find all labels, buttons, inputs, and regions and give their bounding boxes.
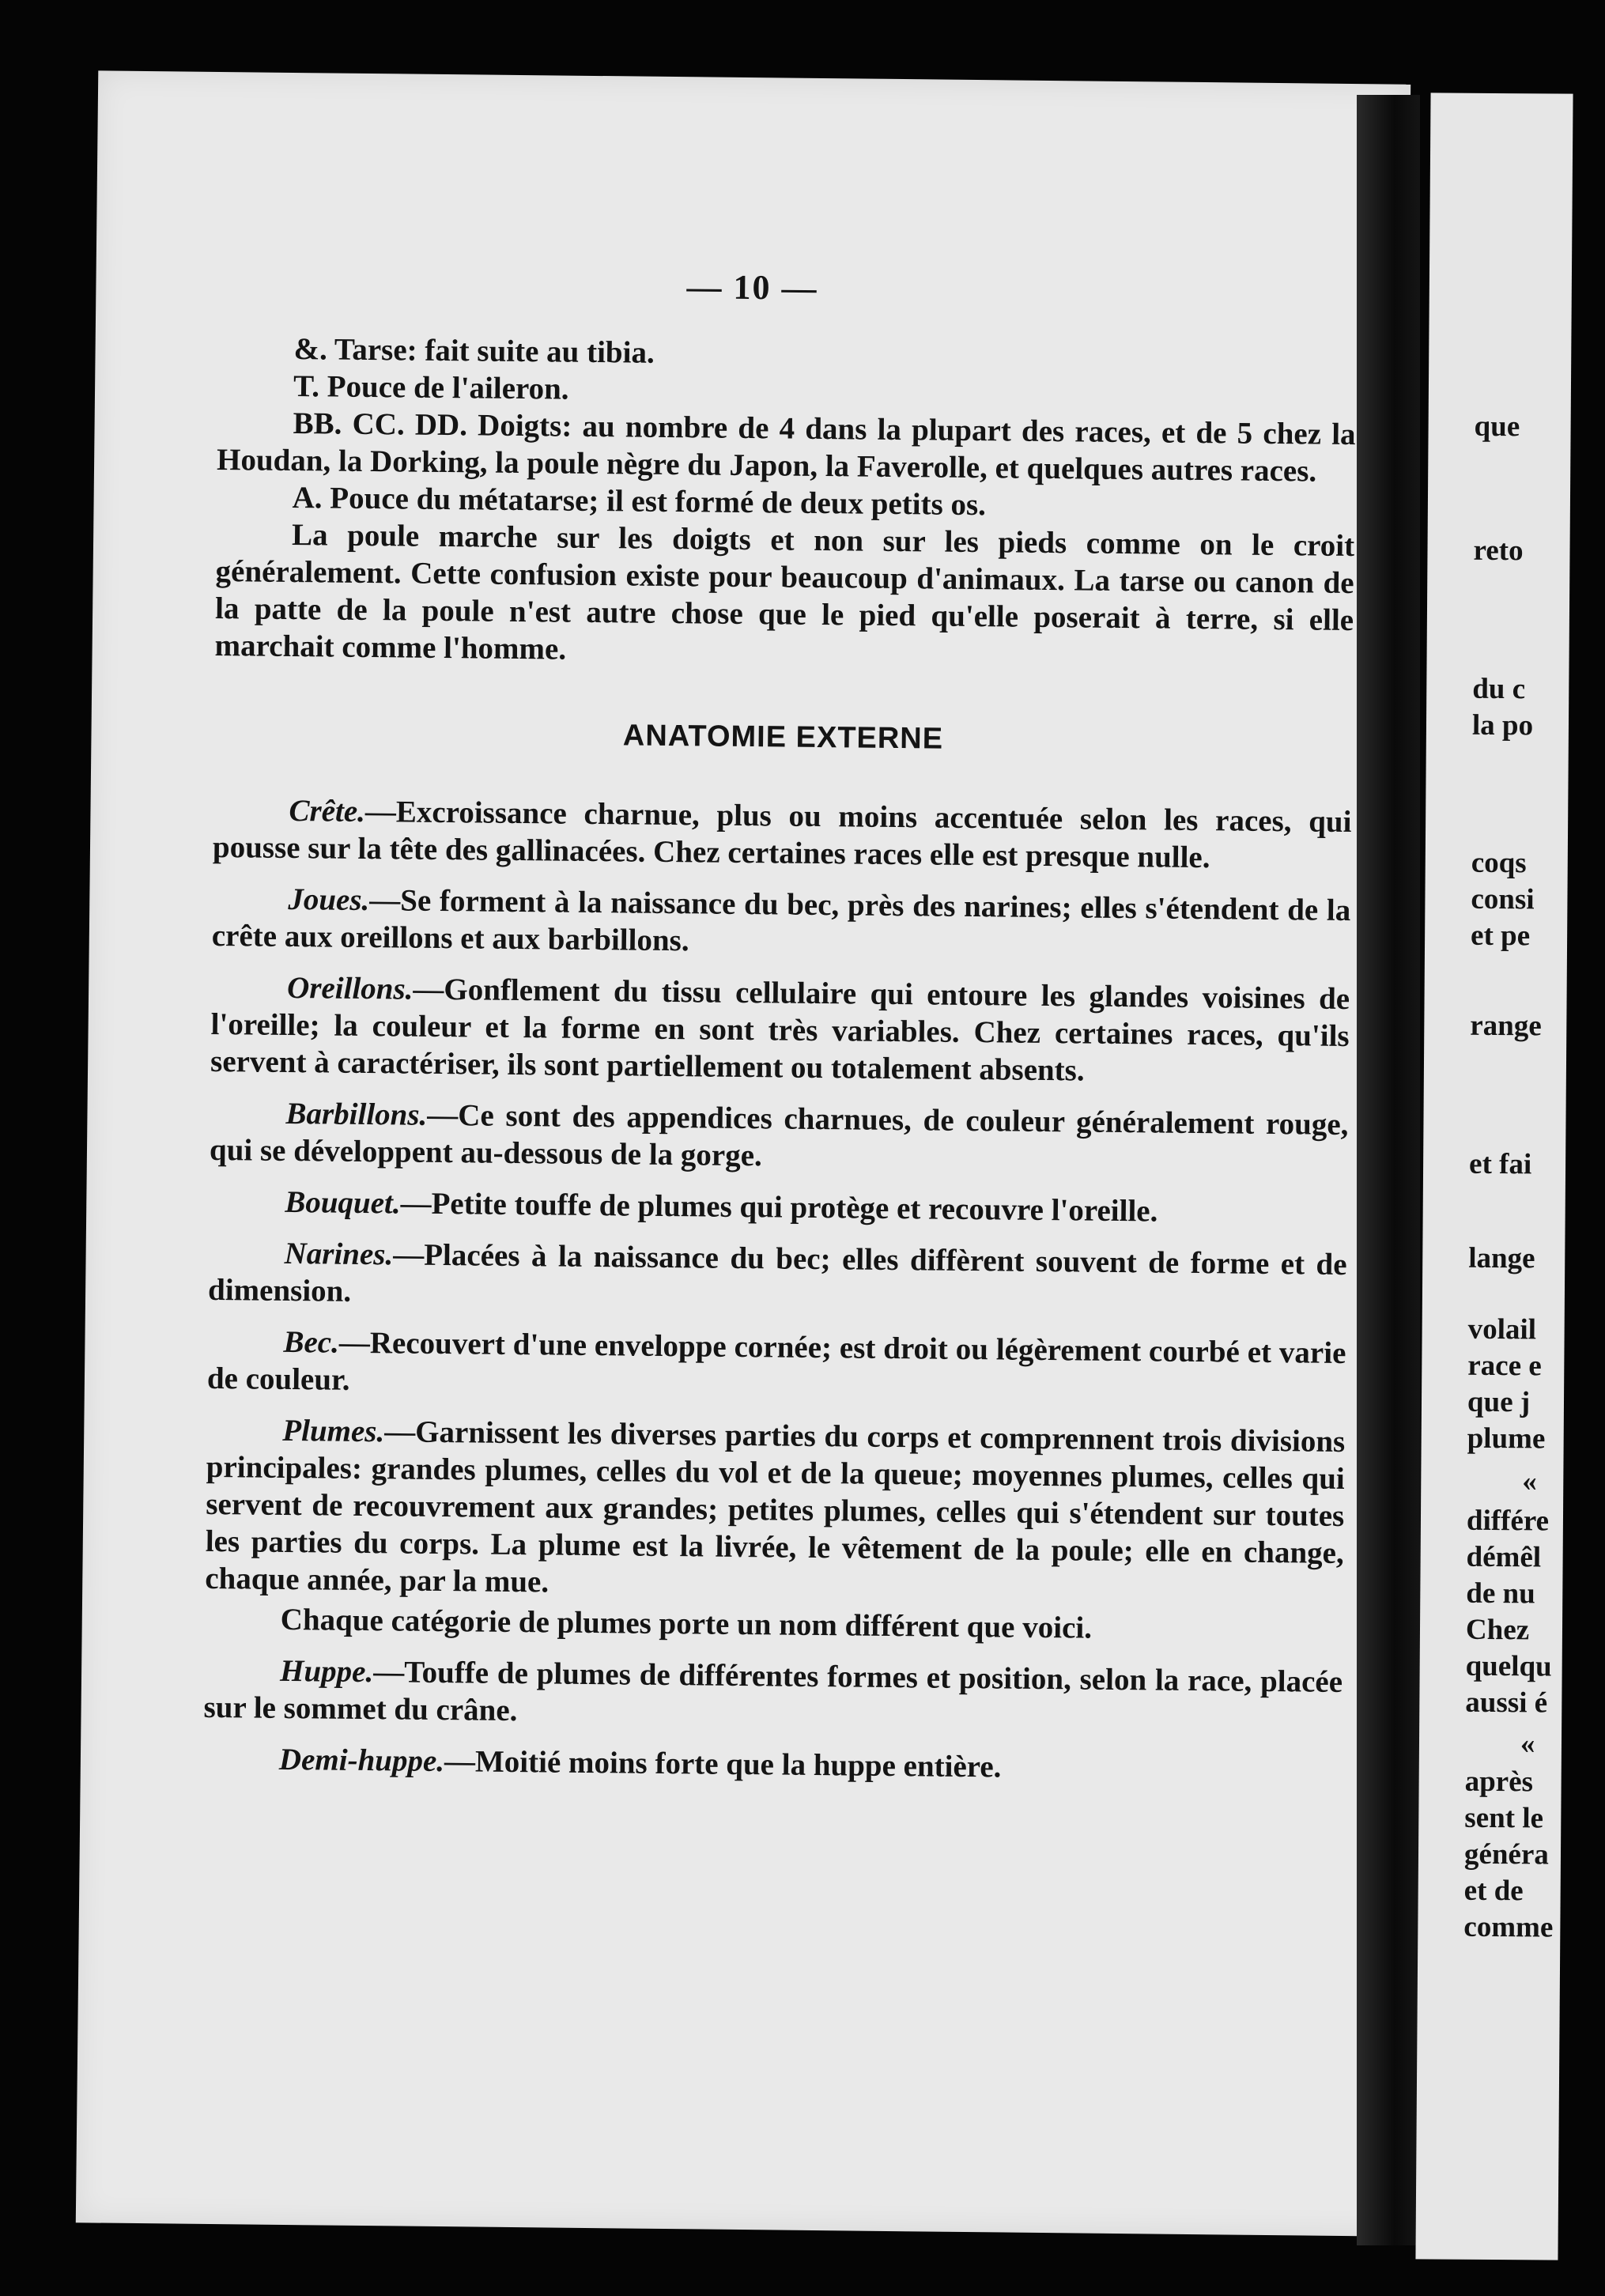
entry-text: —Recouvert d'une enveloppe cornée; est droit ou légèrement courbé et varie de couleur.	[206, 1325, 1346, 1397]
section-heading: ANATOMIE EXTERNE	[622, 719, 944, 756]
entry-text: —Petite touffe de plumes qui protège et recouvre l'oreille.	[400, 1186, 1158, 1229]
paragraph-poule-marche: La poule marche sur les doigts et non sur les pieds comme on le croit généralement. Cette confusion existe pour beaucoup d'animaux. La tarse ou canon de la patte de la poule n'est autre chose que le pied qu'elle poserait à terre, si elle marchait comme l'homme.	[214, 517, 1355, 667]
entry-text: —Gonflement du tissu cellulaire qui entoure les glandes voisines de l'oreille; la couleur et la forme en sont très variables. Chez certaines races, qu'ils servent à caractériser, ils sont partiellement ou totalement absents.	[210, 972, 1350, 1088]
fragment: que j	[1467, 1385, 1531, 1419]
fragment: range	[1470, 1009, 1542, 1043]
fragment: coqs	[1471, 846, 1527, 880]
entry-text: —Garnissent les diverses parties du corps et comprennent trois divisions principales: grandes plumes, celles du vol et de la queue; moyennes plumes, celles qui servent de recouvrement aux grandes; petites plumes, celles qui s'étendent sur toutes les parties du corps. La plume est la livrée, le vêtement de la poule; elle en change, chaque année, par la mue.	[205, 1414, 1346, 1599]
entry-text: —Ce sont des appendices charnues, de couleur généralement rouge, qui se développent au-dessous de la gorge.	[209, 1097, 1349, 1173]
fragment: Chez	[1465, 1613, 1530, 1647]
entry-text: —Moitié moins forte que la huppe entière.	[444, 1744, 1002, 1784]
entry-demi-huppe	[203, 1740, 1342, 1789]
fragment: la po	[1471, 708, 1534, 742]
fragment: et fai	[1468, 1147, 1532, 1181]
paragraph-pouce-aileron: T. Pouce de l'aileron.	[293, 368, 569, 406]
fragment: «	[1520, 1728, 1535, 1761]
fragment: race e	[1467, 1349, 1542, 1383]
glossary-entries	[203, 791, 1352, 1789]
entry-term: Huppe.	[279, 1653, 374, 1690]
entry-text: —Excroissance charnue, plus ou moins accentuée selon les races, qui pousse sur la tête des gallinacées. Chez certaines races elle est presque nulle.	[212, 794, 1352, 875]
entry-crete	[213, 791, 1352, 878]
fragment: comme	[1463, 1910, 1554, 1944]
entry-term: Crête.	[289, 793, 366, 829]
fragment: plume	[1467, 1422, 1546, 1456]
entry-term: Joues.	[288, 882, 370, 918]
fragment: différe	[1466, 1504, 1550, 1538]
fragment: reto	[1473, 534, 1524, 568]
paragraph-pouce-metatarse: A. Pouce du métatarse; il est formé de deux petits os.	[292, 480, 987, 523]
page-number: — 10 —	[686, 267, 818, 308]
entry-barbillons	[210, 1094, 1349, 1180]
entry-text: —Touffe de plumes de différentes formes et position, selon la race, placée sur le sommet du crâne.	[203, 1655, 1343, 1728]
fragment: de nu	[1466, 1577, 1535, 1611]
entry-term: Bouquet.	[285, 1184, 401, 1221]
entry-term: Demi-huppe.	[278, 1742, 445, 1779]
right-page-text-fragments	[1431, 93, 1605, 1944]
entry-term: Bec.	[283, 1324, 340, 1360]
paragraph-categorie: Chaque catégorie de plumes porte un nom différent que voici.	[280, 1602, 1093, 1645]
entry-term: Narines.	[284, 1236, 394, 1272]
entry-term: Barbillons.	[285, 1096, 428, 1132]
book-page-left	[76, 70, 1411, 2236]
fragment: du c	[1472, 672, 1526, 706]
paragraph-tarse: &. Tarse: fait suite au tibia.	[293, 331, 655, 370]
fragment: et de	[1463, 1874, 1524, 1908]
fragment: volail	[1467, 1312, 1537, 1346]
page-body	[203, 330, 1357, 1803]
entry-bouquet	[209, 1183, 1347, 1232]
book-page-right-edge	[1415, 93, 1573, 2260]
fragment: aussi é	[1465, 1686, 1548, 1720]
fragment: consi	[1471, 882, 1535, 916]
entry-oreillons	[210, 969, 1350, 1092]
fragment: que	[1474, 410, 1520, 444]
entry-narines	[208, 1234, 1347, 1320]
fragment: démêl	[1466, 1540, 1542, 1574]
fragment: «	[1522, 1465, 1537, 1498]
intro-list	[214, 330, 1356, 676]
entry-bec	[207, 1323, 1346, 1409]
entry-joues	[212, 880, 1351, 966]
entry-plumes	[205, 1411, 1345, 1609]
book-gutter	[1357, 95, 1420, 2245]
fragment: quelqu	[1465, 1649, 1552, 1683]
fragment: généra	[1463, 1837, 1550, 1871]
entry-text: —Se forment à la naissance du bec, près des narines; elles s'étendent de la crête aux oreillons et aux barbillons.	[211, 883, 1351, 958]
fragment: lange	[1468, 1241, 1535, 1275]
fragment: après	[1464, 1765, 1534, 1799]
fragment: et pe	[1470, 919, 1531, 953]
entry-term: Plumes.	[282, 1413, 385, 1449]
fragment: sent le	[1464, 1801, 1544, 1835]
entry-term: Oreillons.	[286, 970, 414, 1006]
entry-text: —Placées à la naissance du bec; elles diffèrent souvent de forme et de dimension.	[207, 1237, 1347, 1308]
paragraph-doigts: BB. CC. DD. Doigts: au nombre de 4 dans la plupart des races, et de 5 chez la Houdan, la Dorking, la poule nègre du Japon, la Faverolle, et quelques autres races.	[216, 406, 1356, 489]
entry-huppe	[203, 1652, 1343, 1738]
